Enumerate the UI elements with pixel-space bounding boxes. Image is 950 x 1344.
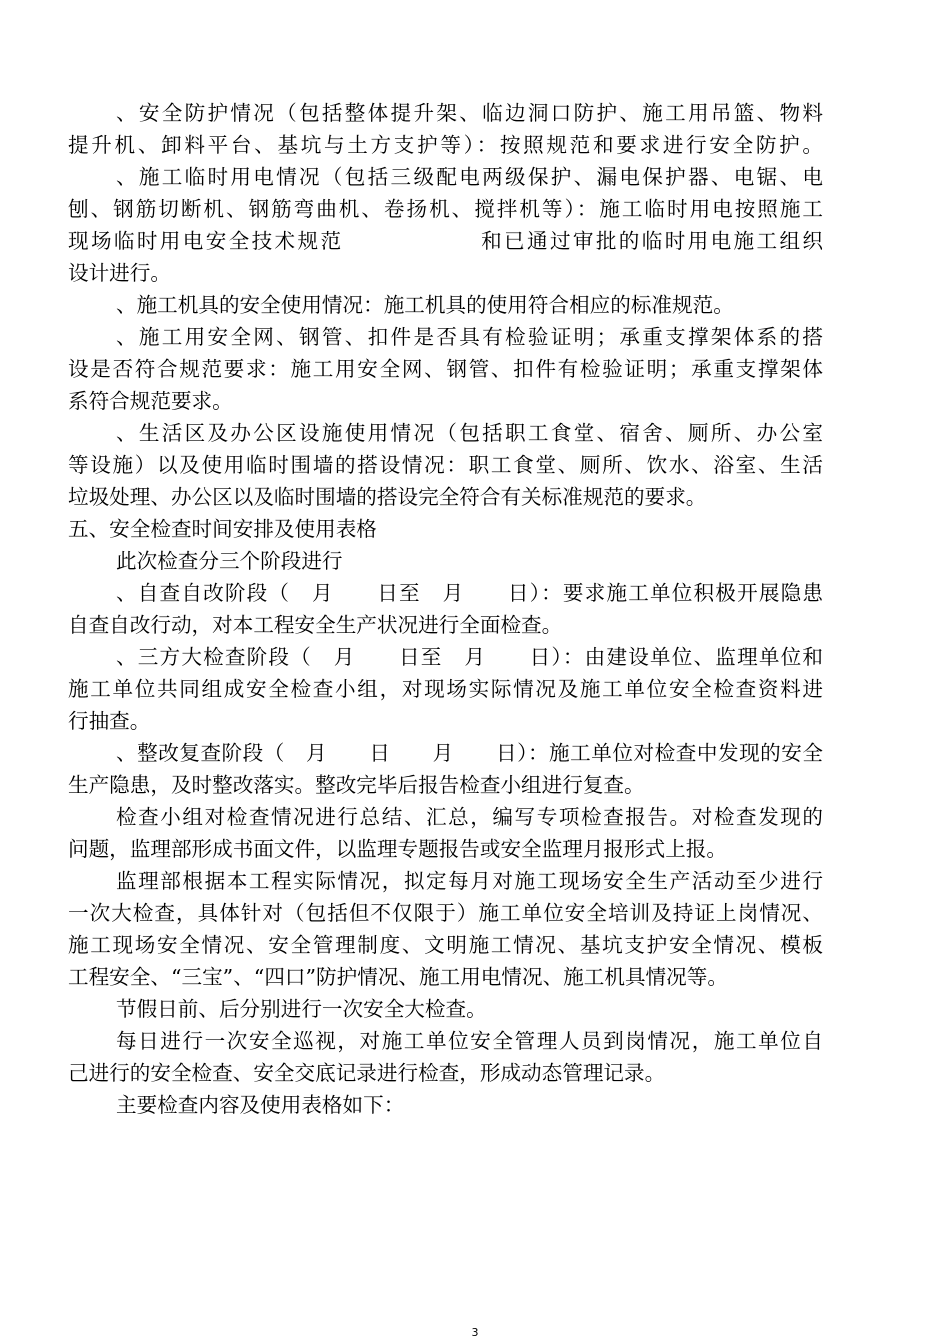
- text-line: 施工现场安全情况、安全管理制度、文明施工情况、基坑支护安全情况、模板: [68, 933, 823, 957]
- text-line: 刨、钢筋切断机、钢筋弯曲机、卷扬机、搅拌机等）：施工临时用电按照施工: [68, 197, 823, 221]
- text-line: 问题，监理部形成书面文件，以监理专题报告或安全监理月报形式上报。: [68, 837, 727, 861]
- text-line: 、整改复查阶段（ 月 日 月 日）：施工单位对检查中发现的安全: [116, 741, 823, 765]
- text-line: 提升机、卸料平台、基坑与土方支护等）：按照规范和要求进行安全防护。: [68, 133, 823, 157]
- text-line: 行抽查。: [68, 709, 151, 733]
- text-line: 、施工机具的安全使用情况：施工机具的使用符合相应的标准规范。: [116, 293, 734, 317]
- text-line: 设是否符合规范要求：施工用安全网、钢管、扣件有检验证明；承重支撑架体: [68, 357, 823, 381]
- text-line: 一次大检查，具体针对（包括但不仅限于）施工单位安全培训及持证上岗情况、: [68, 901, 823, 925]
- text-line: 节假日前、后分别进行一次安全大检查。: [116, 997, 487, 1021]
- page-number: 3: [471, 1326, 479, 1339]
- text-line: 检查小组对检查情况进行总结、汇总，编写专项检查报告。对检查发现的: [116, 805, 823, 829]
- text-line: 垃圾处理、办公区以及临时围墙的搭设完全符合有关标准规范的要求。: [68, 485, 707, 509]
- text-line: 工程安全、“三宝”、“四口”防护情况、施工用电情况、施工机具情况等。: [68, 965, 728, 989]
- text-line: 、三方大检查阶段（ 月 日至 月 日）：由建设单位、监理单位和: [116, 645, 823, 669]
- text-line: 每日进行一次安全巡视，对施工单位安全管理人员到岗情况，施工单位自: [116, 1029, 823, 1053]
- text-line: 现场临时用电安全技术规范 和已通过审批的临时用电施工组织: [68, 229, 823, 253]
- text-line: 、自查自改阶段（ 月 日至 月 日）：要求施工单位积极开展隐患: [116, 581, 823, 605]
- text-line: 生产隐患，及时整改落实。整改完毕后报告检查小组进行复查。: [68, 773, 645, 797]
- text-line: 此次检查分三个阶段进行: [116, 549, 343, 573]
- text-line: 、施工临时用电情况（包括三级配电两级保护、漏电保护器、电锯、电: [116, 165, 823, 189]
- text-line: 、生活区及办公区设施使用情况（包括职工食堂、宿舍、厕所、办公室: [116, 421, 823, 445]
- text-line: 、安全防护情况（包括整体提升架、临边洞口防护、施工用吊篮、物料: [116, 101, 823, 125]
- text-line: 自查自改行动，对本工程安全生产状况进行全面检查。: [68, 613, 563, 637]
- text-line: 五、安全检查时间安排及使用表格: [68, 517, 377, 541]
- text-line: 施工单位共同组成安全检查小组，对现场实际情况及施工单位安全检查资料进: [68, 677, 823, 701]
- text-line: 设计进行。: [68, 261, 171, 285]
- text-line: 己进行的安全检查、安全交底记录进行检查，形成动态管理记录。: [68, 1061, 666, 1085]
- text-line: 等设施）以及使用临时围墙的搭设情况：职工食堂、厕所、饮水、浴室、生活: [68, 453, 823, 477]
- text-line: 主要检查内容及使用表格如下：: [116, 1093, 405, 1117]
- text-line: 、施工用安全网、钢管、扣件是否具有检验证明；承重支撑架体系的搭: [116, 325, 823, 349]
- text-line: 监理部根据本工程实际情况，拟定每月对施工现场安全生产活动至少进行: [116, 869, 823, 893]
- text-line: 系符合规范要求。: [68, 389, 233, 413]
